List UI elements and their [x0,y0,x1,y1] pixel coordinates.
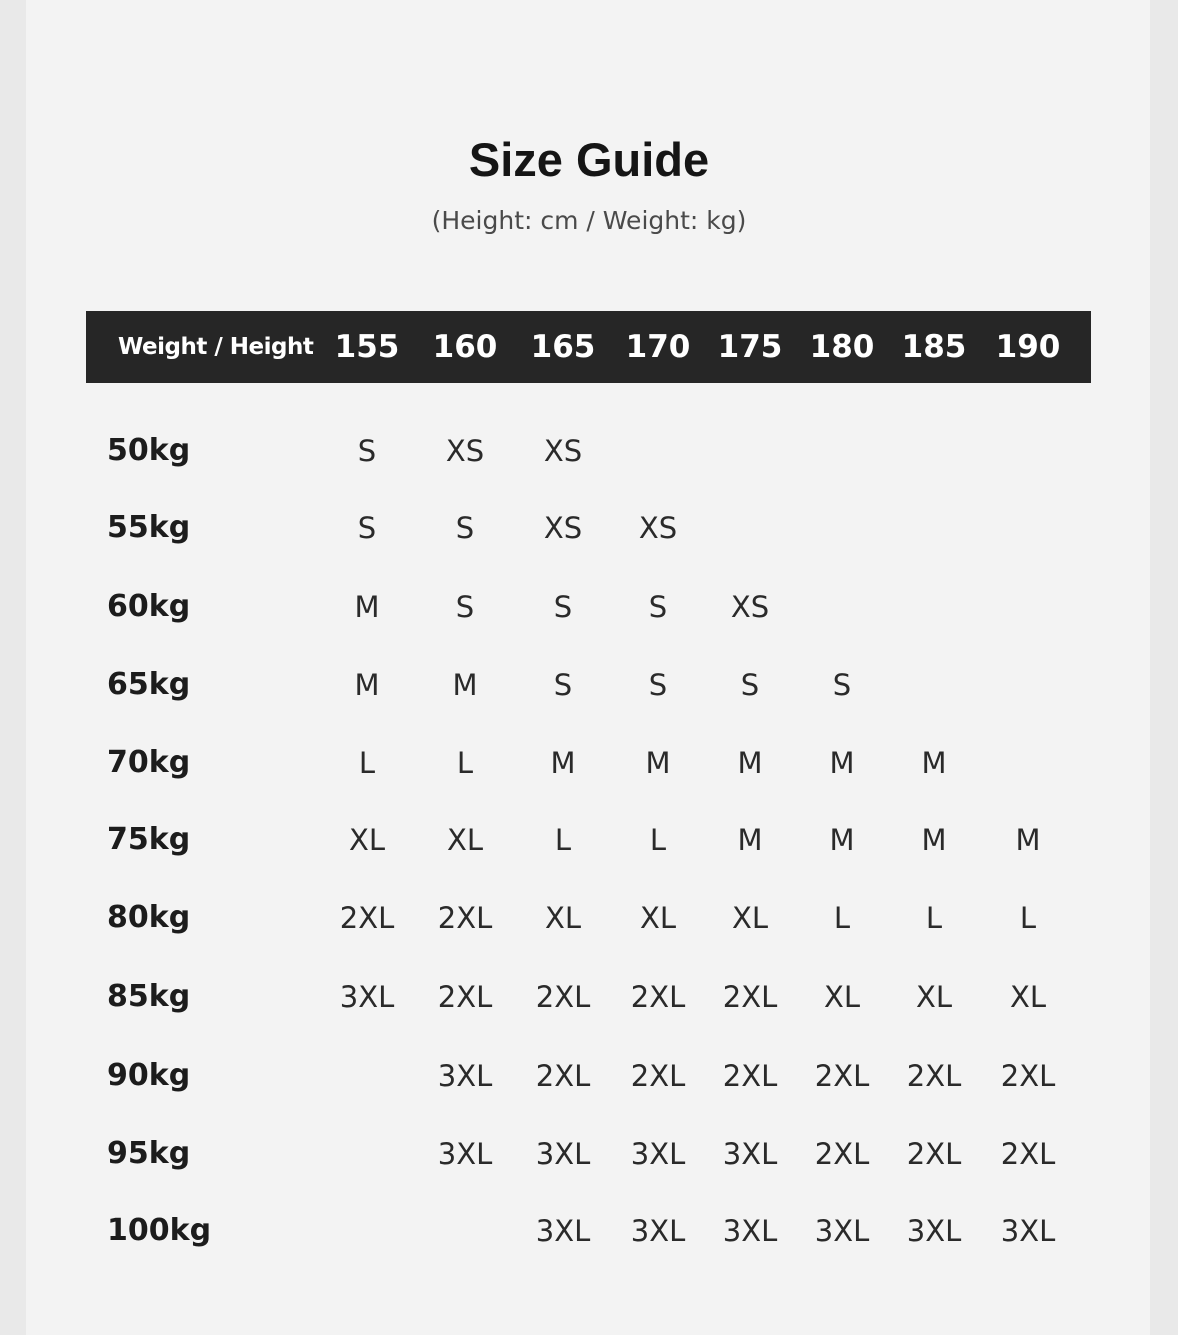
size-cell: 3XL [722,1214,778,1248]
size-cell: M [452,668,478,702]
size-cell: S [648,668,668,702]
size-cell [889,665,979,705]
size-cell [889,587,979,627]
header-height-165: 165 [530,329,596,365]
size-cell: 3XL [906,1214,962,1248]
size-cell: M [829,823,855,857]
size-cell: M [354,668,380,702]
size-cell: L [554,823,572,857]
size-cell: 2XL [722,980,778,1014]
size-cell: 3XL [1000,1214,1056,1248]
header-height-170: 170 [625,329,691,365]
header-corner-label: Weight / Height [118,334,314,360]
size-cell [322,1211,412,1251]
size-cell: 2XL [906,1137,962,1171]
size-cell: L [358,746,376,780]
size-cell: 3XL [339,980,395,1014]
size-cell: M [354,590,380,624]
size-cell [420,1211,510,1251]
size-cell: XS [638,511,678,545]
size-cell: S [553,590,573,624]
header-height-160: 160 [432,329,498,365]
header-height-175: 175 [717,329,783,365]
size-cell: L [833,901,851,935]
size-cell: M [921,823,947,857]
header-height-180: 180 [809,329,875,365]
size-cell: M [1015,823,1041,857]
size-cell [983,508,1073,548]
size-cell: S [357,511,377,545]
row-label-weight: 50kg [107,433,191,468]
size-cell: M [829,746,855,780]
size-cell: 3XL [630,1214,686,1248]
table-header [86,311,1091,383]
size-cell: 3XL [535,1137,591,1171]
size-cell: 3XL [722,1137,778,1171]
row-label-weight: 95kg [107,1136,191,1171]
size-cell: XL [544,901,582,935]
size-cell [797,587,887,627]
size-cell: 2XL [535,980,591,1014]
size-cell: 2XL [535,1059,591,1093]
size-cell: 2XL [814,1059,870,1093]
size-cell: XL [915,980,953,1014]
size-cell: XL [348,823,386,857]
size-cell [983,431,1073,471]
size-cell: 2XL [630,980,686,1014]
size-cell [983,665,1073,705]
size-cell [322,1056,412,1096]
row-label-weight: 80kg [107,900,191,935]
size-cell: XL [731,901,769,935]
row-label-weight: 90kg [107,1058,191,1093]
size-cell: XL [446,823,484,857]
row-label-weight: 70kg [107,745,191,780]
row-label-weight: 55kg [107,510,191,545]
header-height-185: 185 [901,329,967,365]
size-cell [797,431,887,471]
size-cell [889,508,979,548]
size-cell: S [832,668,852,702]
size-cell: 2XL [630,1059,686,1093]
size-cell [889,431,979,471]
page-title: Size Guide [468,133,710,186]
size-cell: 2XL [437,980,493,1014]
size-cell: XS [543,511,583,545]
size-cell: S [740,668,760,702]
size-cell: L [649,823,667,857]
size-cell: 2XL [1000,1137,1056,1171]
size-cell: 2XL [722,1059,778,1093]
size-cell: 2XL [814,1137,870,1171]
size-cell: XL [1009,980,1047,1014]
size-cell: 2XL [339,901,395,935]
size-cell: 2XL [906,1059,962,1093]
size-cell: 3XL [535,1214,591,1248]
size-cell: L [1019,901,1037,935]
size-cell [322,1134,412,1174]
size-cell: M [737,823,763,857]
size-cell: XS [445,434,485,468]
size-cell: 3XL [814,1214,870,1248]
size-cell: S [455,590,475,624]
size-cell [705,431,795,471]
size-cell: XS [543,434,583,468]
size-cell: S [553,668,573,702]
size-cell: M [645,746,671,780]
row-label-weight: 75kg [107,822,191,857]
size-cell: L [456,746,474,780]
size-cell: S [648,590,668,624]
size-cell [797,508,887,548]
size-cell: S [357,434,377,468]
size-cell [983,743,1073,783]
units-subtitle: (Height: cm / Weight: kg) [431,206,747,235]
size-cell: 2XL [1000,1059,1056,1093]
size-cell: 3XL [437,1137,493,1171]
size-cell [983,587,1073,627]
size-cell: XS [730,590,770,624]
size-cell: S [455,511,475,545]
size-cell: M [550,746,576,780]
size-cell: 2XL [437,901,493,935]
size-cell: XL [639,901,677,935]
size-cell: L [925,901,943,935]
size-cell: 3XL [437,1059,493,1093]
header-height-190: 190 [995,329,1061,365]
size-cell: XL [823,980,861,1014]
size-cell: 3XL [630,1137,686,1171]
size-cell [705,508,795,548]
size-cell [613,431,703,471]
row-label-weight: 85kg [107,979,191,1014]
row-label-weight: 100kg [107,1213,212,1248]
size-cell: M [737,746,763,780]
size-cell: M [921,746,947,780]
row-label-weight: 60kg [107,589,191,624]
row-label-weight: 65kg [107,667,191,702]
header-height-155: 155 [334,329,400,365]
